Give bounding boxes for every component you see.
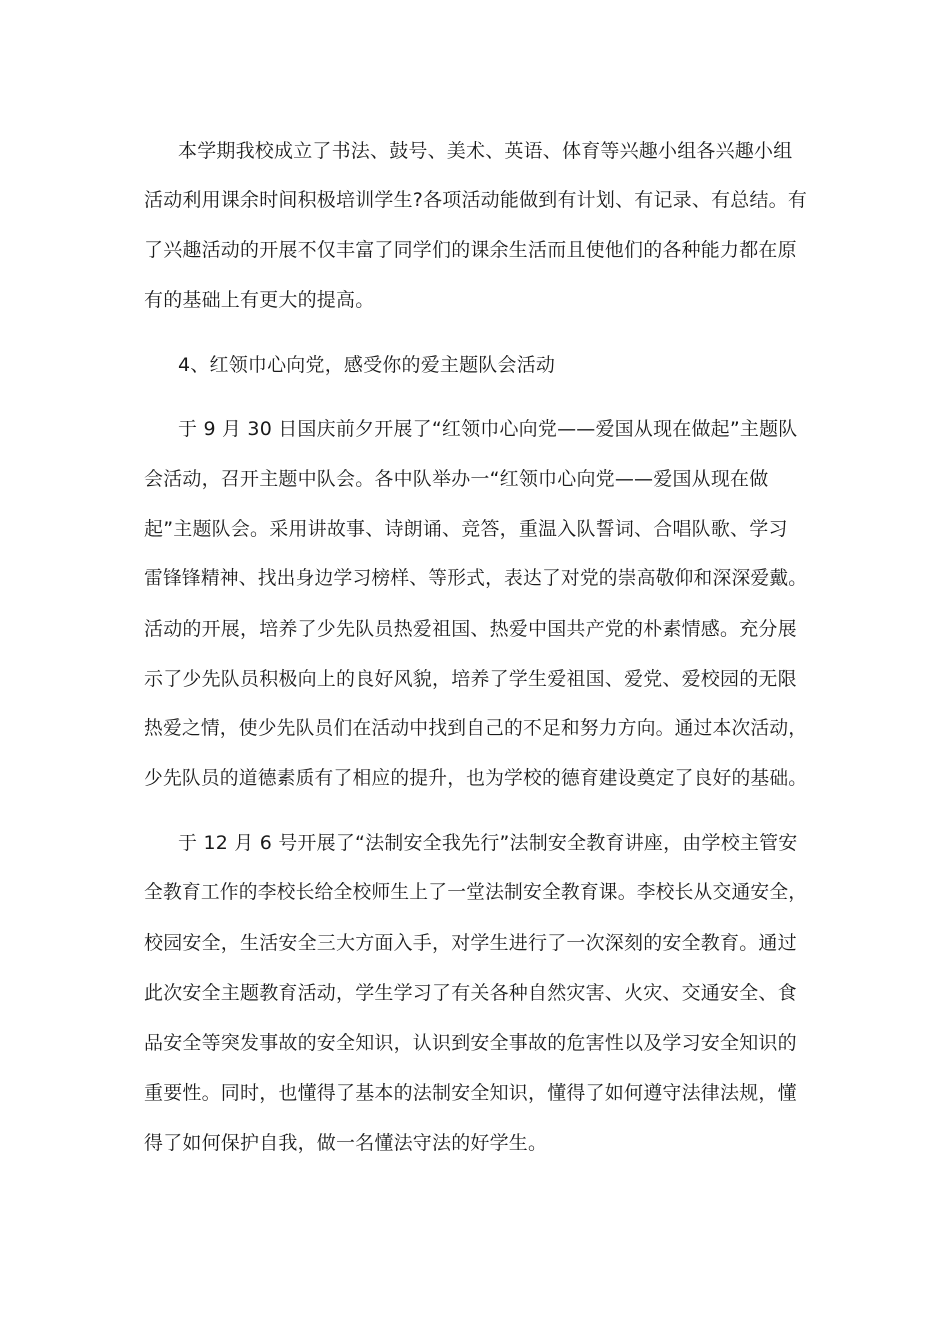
paragraph-3-line-6: 重要性。同时，也懂得了基本的法制安全知识，懂得了如何遵守法律法规，懂 [144,1082,797,1104]
paragraph-1-line-4: 有的基础上有更大的提高。 [144,289,375,311]
paragraph-1-line-1: 本学期我校成立了书法、鼓号、美术、英语、体育等兴趣小组各兴趣小组 [178,140,793,162]
paragraph-2-line-7: 热爱之情，使少先队员们在活动中找到自己的不足和努力方向。通过本次活动， [144,718,808,739]
paragraph-3-line-2: 全教育工作的李校长给全校师生上了一堂法制安全教育课。李校长从交通安全， [144,882,808,903]
paragraph-3-line-5: 品安全等突发事故的安全知识，认识到安全事故的危害性以及学习安全知识的 [144,1032,797,1054]
paragraph-2-line-1: 于 9 月 30 日国庆前夕开展了“红领巾心向党——爱国从现在做起”主题队 [178,418,798,440]
paragraph-2-line-3: 起”主题队会。采用讲故事、诗朗诵、竞答，重温入队誓词、合唱队歌、学习 [144,518,788,540]
paragraph-3-line-4: 此次安全主题教育活动，学生学习了有关各种自然灾害、火灾、交通安全、食 [144,982,797,1004]
paragraph-2-line-2: 会活动，召开主题中队会。各中队举办一“红领巾心向党——爱国从现在做 [144,468,769,490]
paragraph-3-line-7: 得了如何保护自我，做一名懂法守法的好学生。 [144,1132,548,1154]
section-heading: 4、红领巾心向党，感受你的爱主题队会活动 [178,354,556,376]
paragraph-2-line-4: 雷锋锋精神、找出身边学习榜样、等形式，表达了对党的崇高敬仰和深深爱戴。 [144,568,808,589]
paragraph-2-line-6: 示了少先队员积极向上的良好风貌，培养了学生爱祖国、爱党、爱校园的无限 [144,668,797,690]
paragraph-1-line-3: 了兴趣活动的开展不仅丰富了同学们的课余生活而且使他们的各种能力都在原 [144,239,797,261]
paragraph-1-line-2: 活动利用课余时间积极培训学生?各项活动能做到有计划、有记录、有总结。有 [144,189,808,211]
paragraph-3-line-3: 校园安全，生活安全三大方面入手，对学生进行了一次深刻的安全教育。通过 [144,932,797,954]
paragraph-2-line-5: 活动的开展，培养了少先队员热爱祖国、热爱中国共产党的朴素情感。充分展 [144,618,797,640]
paragraph-2-line-8: 少先队员的道德素质有了相应的提升，也为学校的德育建设奠定了良好的基础。 [144,768,808,789]
paragraph-3-line-1: 于 12 月 6 号开展了“法制安全我先行”法制安全教育讲座，由学校主管安 [178,832,798,854]
